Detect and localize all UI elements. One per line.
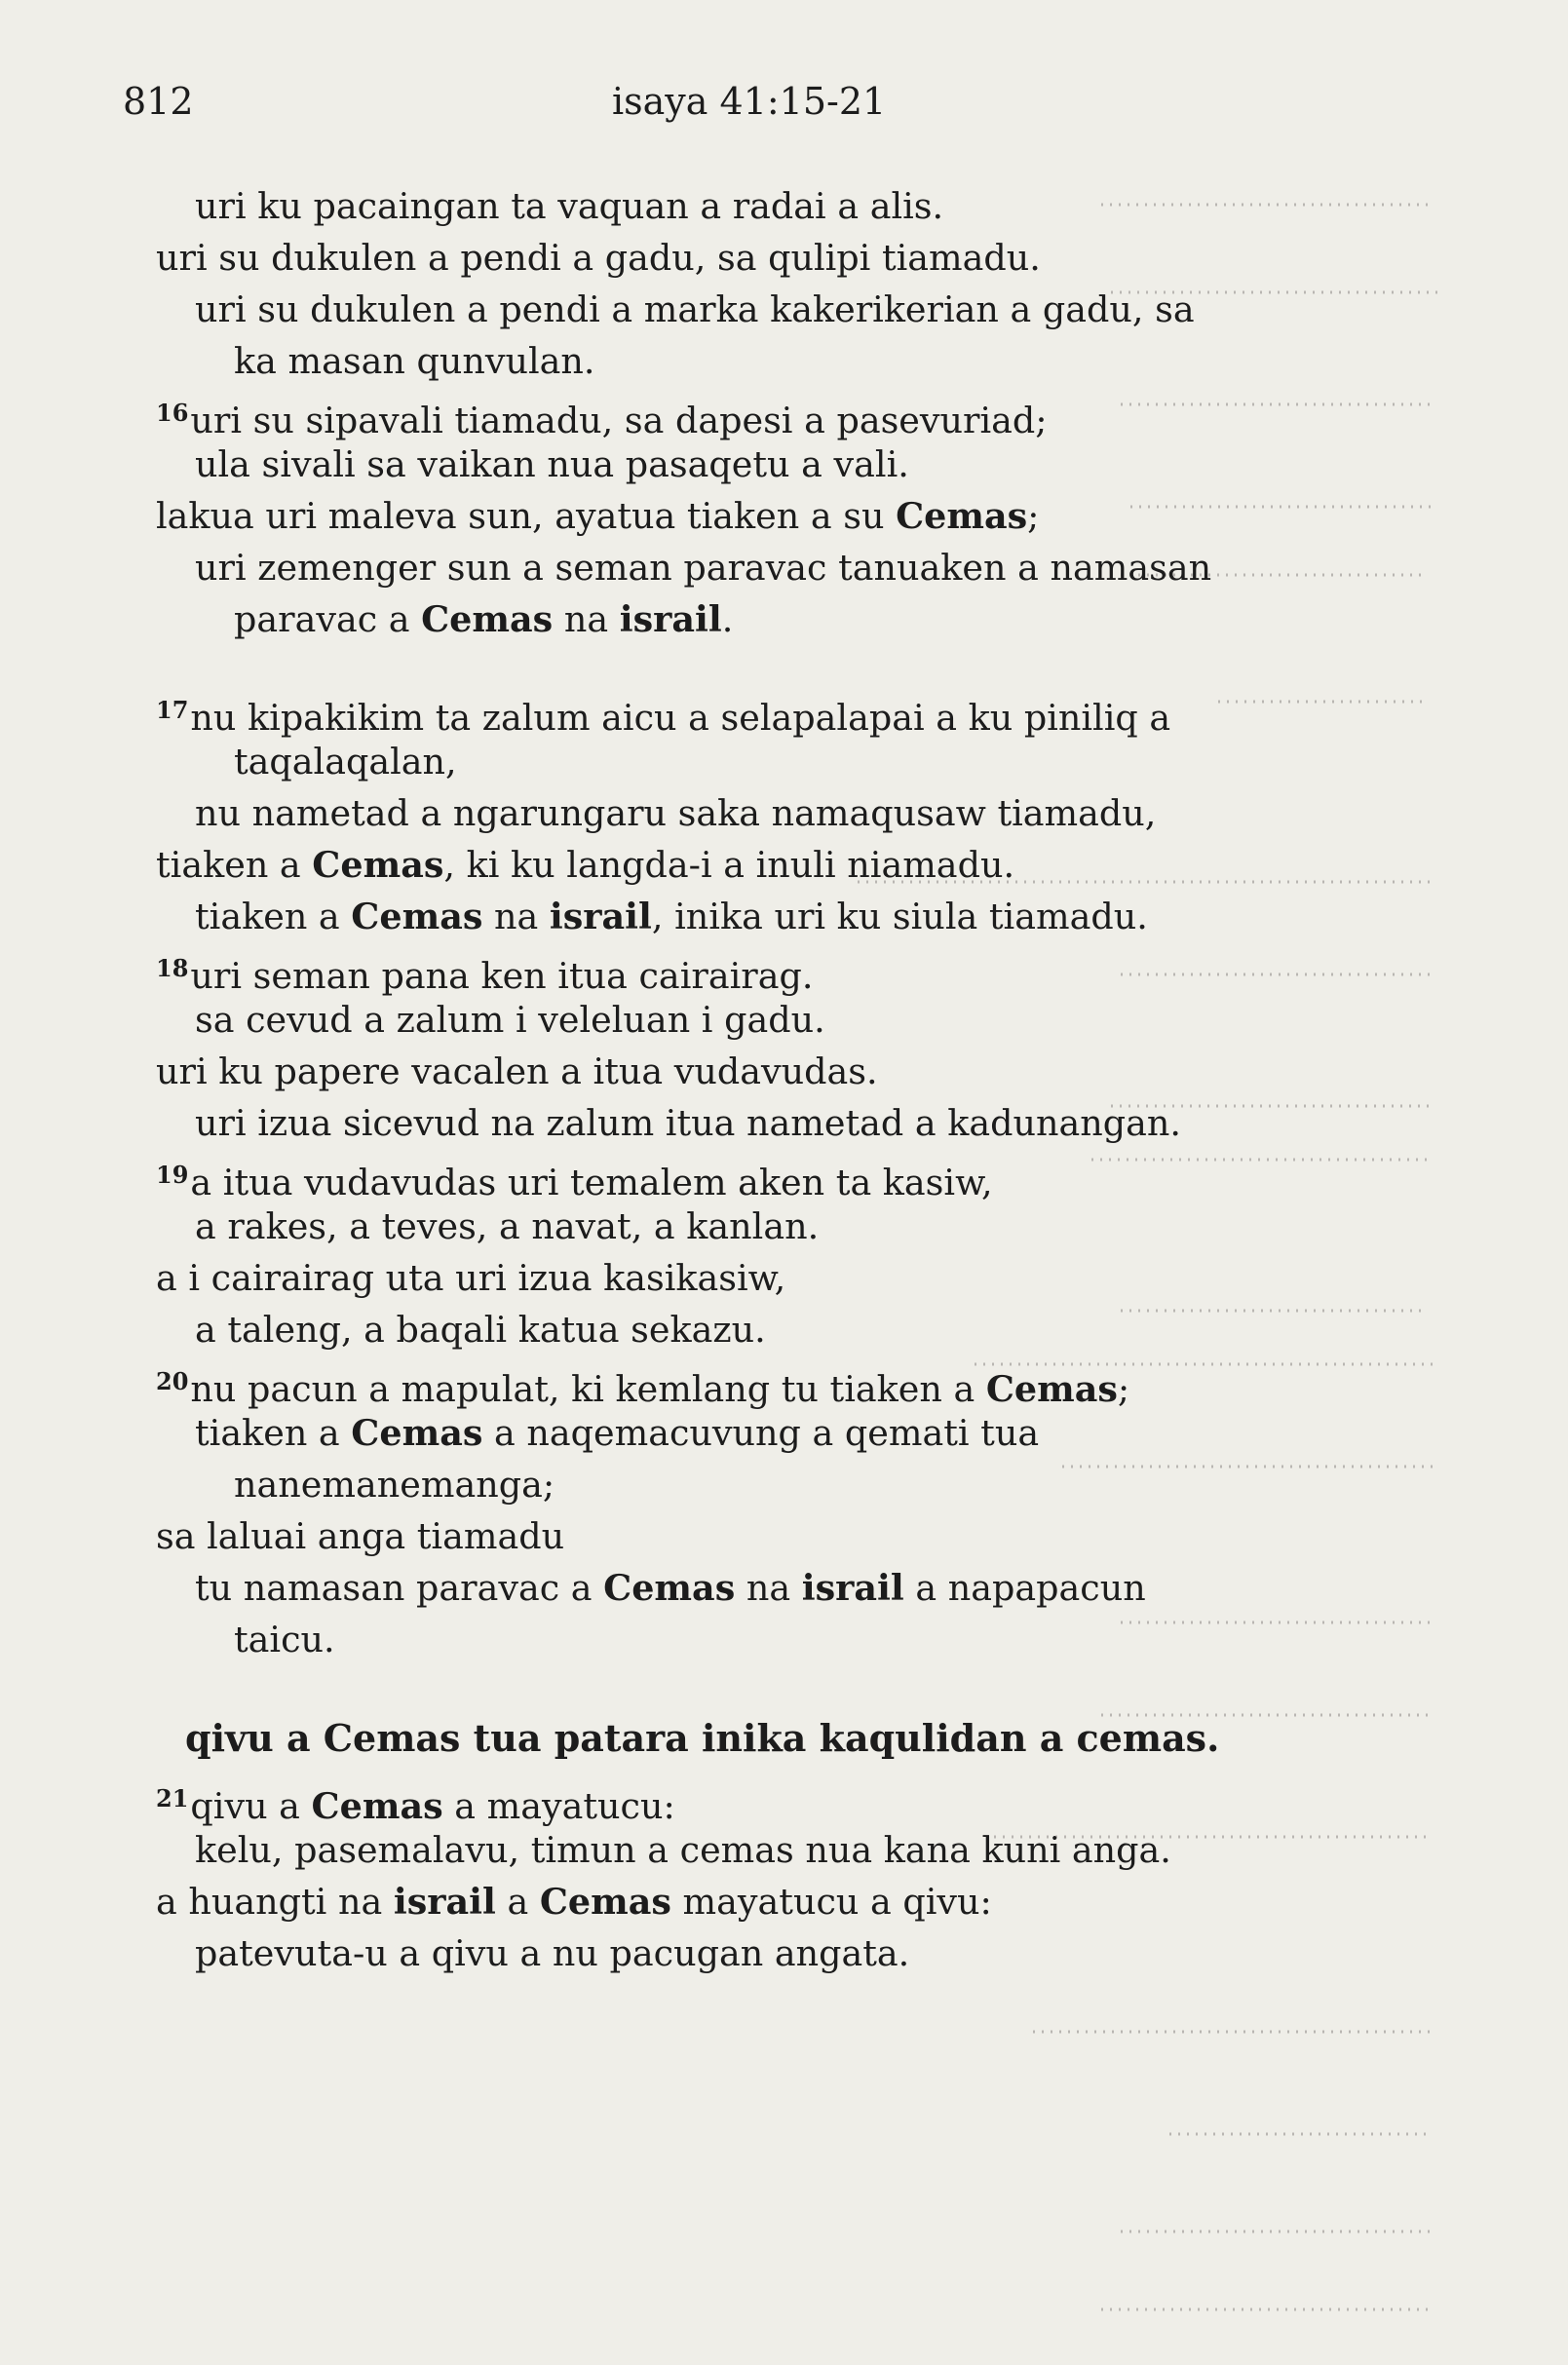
line-text: tiaken a <box>195 1412 352 1454</box>
line-text: kelu, pasemalavu, timun a cemas nua kana kuni anga. <box>195 1829 1171 1871</box>
running-head: isaya 41:15-21 <box>612 80 887 123</box>
verse-line <box>156 1097 1423 1149</box>
verse-number: 16 <box>156 399 189 427</box>
bold-term: israil <box>393 1881 496 1923</box>
bold-term: Cemas <box>351 896 483 937</box>
line-text: nu pacun a mapulat, ki kemlang tu tiaken a <box>190 1368 986 1410</box>
verse-line <box>156 439 1423 490</box>
line-text: nanemanemanga; <box>234 1464 555 1506</box>
line-text: nu kipakikim ta zalum aicu a selapalapai a ku piniliq a <box>190 697 1171 739</box>
verse-line <box>156 387 1423 439</box>
line-text: na <box>735 1567 802 1609</box>
line-text: paravac a <box>234 598 422 640</box>
bold-term: Cemas <box>351 1412 483 1454</box>
line-text: qivu a <box>190 1785 312 1827</box>
line-text: uri izua sicevud na zalum itua nametad a kadunangan. <box>195 1102 1182 1144</box>
verse-line <box>156 1773 1423 1827</box>
line-text: sa laluai anga tiamadu <box>156 1515 565 1557</box>
line-text: tiaken a <box>195 896 352 937</box>
bold-term: Cemas <box>539 1881 671 1923</box>
line-text: taqalaqalan, <box>234 741 457 782</box>
line-text: , ki ku langda-i a inuli niamadu. <box>443 844 1015 886</box>
line-text: uri su dukulen a pendi a gadu, sa qulipi tiamadu. <box>156 237 1041 279</box>
line-text: na <box>482 896 550 937</box>
verse-number: 20 <box>156 1367 189 1395</box>
verse-line <box>156 335 1423 387</box>
paragraph-gap <box>156 1665 1423 1704</box>
line-text: na <box>553 598 620 640</box>
bold-term: Cemas <box>311 1785 443 1827</box>
verse-line <box>156 284 1423 335</box>
line-text: a mayatucu: <box>442 1785 675 1827</box>
page-header <box>0 80 1568 138</box>
line-text: uri ku pacaingan ta vaquan a radai a alis. <box>195 185 944 227</box>
verse-line <box>156 593 1423 645</box>
verse-line <box>156 1046 1423 1097</box>
line-text: taicu. <box>234 1619 335 1660</box>
line-text: nu nametad a ngarungaru saka namaqusaw tiamadu, <box>195 792 1157 834</box>
bold-term: Cemas <box>312 844 444 886</box>
verse-line <box>156 1149 1423 1201</box>
paragraph-gap <box>156 645 1423 684</box>
verse-line <box>156 542 1423 593</box>
verse-line <box>156 684 1423 739</box>
verse-line <box>156 1876 1423 1927</box>
bold-term: israil <box>801 1567 904 1609</box>
verse-line <box>156 490 1423 542</box>
verse-line <box>156 1562 1423 1614</box>
line-text: uri su dukulen a pendi a marka kakerikerian a gadu, sa <box>195 288 1195 330</box>
line-text: a taleng, a baqali katua sekazu. <box>195 1309 766 1351</box>
bold-term: israil <box>619 598 722 640</box>
verse-line <box>156 787 1423 839</box>
line-text: sa cevud a zalum i veleluan i gadu. <box>195 999 825 1041</box>
verse-line <box>156 1304 1423 1355</box>
verse-number: 19 <box>156 1161 189 1189</box>
verse-number: 18 <box>156 954 189 982</box>
line-text: mayatucu a qivu: <box>670 1881 992 1923</box>
line-text: ka masan qunvulan. <box>234 340 595 382</box>
verse-line <box>156 1824 1423 1876</box>
verse-line <box>156 1459 1423 1510</box>
line-text: a itua vudavudas uri temalem aken ta kasiw, <box>190 1162 993 1203</box>
verse-line <box>156 1201 1423 1252</box>
line-text: lakua uri maleva sun, ayatua tiaken a su <box>156 495 897 537</box>
line-text: uri su sipavali tiamadu, sa dapesi a pasevuriad; <box>190 400 1048 441</box>
line-text: tu namasan paravac a <box>195 1567 604 1609</box>
verse-line <box>156 839 1423 891</box>
verse-line <box>156 1614 1423 1665</box>
line-text: a i cairairag uta uri izua kasikasiw, <box>156 1257 786 1299</box>
verse-line <box>156 1355 1423 1410</box>
verse-line <box>156 1407 1423 1459</box>
verse-number: 17 <box>156 696 189 724</box>
line-text: , inika uri ku siula tiamadu. <box>651 896 1148 937</box>
bold-term: Cemas <box>985 1368 1118 1410</box>
line-text: . <box>721 598 734 640</box>
line-text: a rakes, a teves, a navat, a kanlan. <box>195 1205 820 1247</box>
line-text: uri ku papere vacalen a itua vudavudas. <box>156 1050 878 1092</box>
bold-term: Cemas <box>421 598 554 640</box>
line-text: uri seman pana ken itua cairairag. <box>190 955 814 997</box>
line-text: a <box>495 1881 540 1923</box>
bold-term: Cemas <box>603 1567 736 1609</box>
verse-line <box>156 232 1423 284</box>
line-text: patevuta-u a qivu a nu pacugan angata. <box>195 1932 910 1974</box>
verse-line <box>156 1927 1423 1979</box>
bold-term: israil <box>549 896 652 937</box>
line-text: ula sivali sa vaikan nua pasaqetu a vali. <box>195 443 909 485</box>
line-text: tiaken a <box>156 844 313 886</box>
verse-number: 21 <box>156 1784 189 1812</box>
verse-line <box>156 994 1423 1046</box>
line-text: a napapacun <box>903 1567 1146 1609</box>
verse-line <box>156 736 1423 787</box>
line-text: ; <box>1027 495 1040 537</box>
line-text: a huangti na <box>156 1881 394 1923</box>
section-heading: qivu a Cemas tua patara inika kaqulidan a cemas. <box>185 1716 1220 1760</box>
line-text: a naqemacuvung a qemati tua <box>482 1412 1040 1454</box>
line-text: ; <box>1117 1368 1130 1410</box>
page-number: 812 <box>123 80 194 123</box>
verse-line <box>156 891 1423 942</box>
verse-line <box>156 1510 1423 1562</box>
verse-line <box>156 180 1423 232</box>
verse-line <box>156 1252 1423 1304</box>
line-text: uri zemenger sun a seman paravac tanuaken a namasan <box>195 547 1212 589</box>
verse-line <box>156 942 1423 997</box>
bold-term: Cemas <box>896 495 1028 537</box>
verse-text-body <box>156 180 1423 1979</box>
